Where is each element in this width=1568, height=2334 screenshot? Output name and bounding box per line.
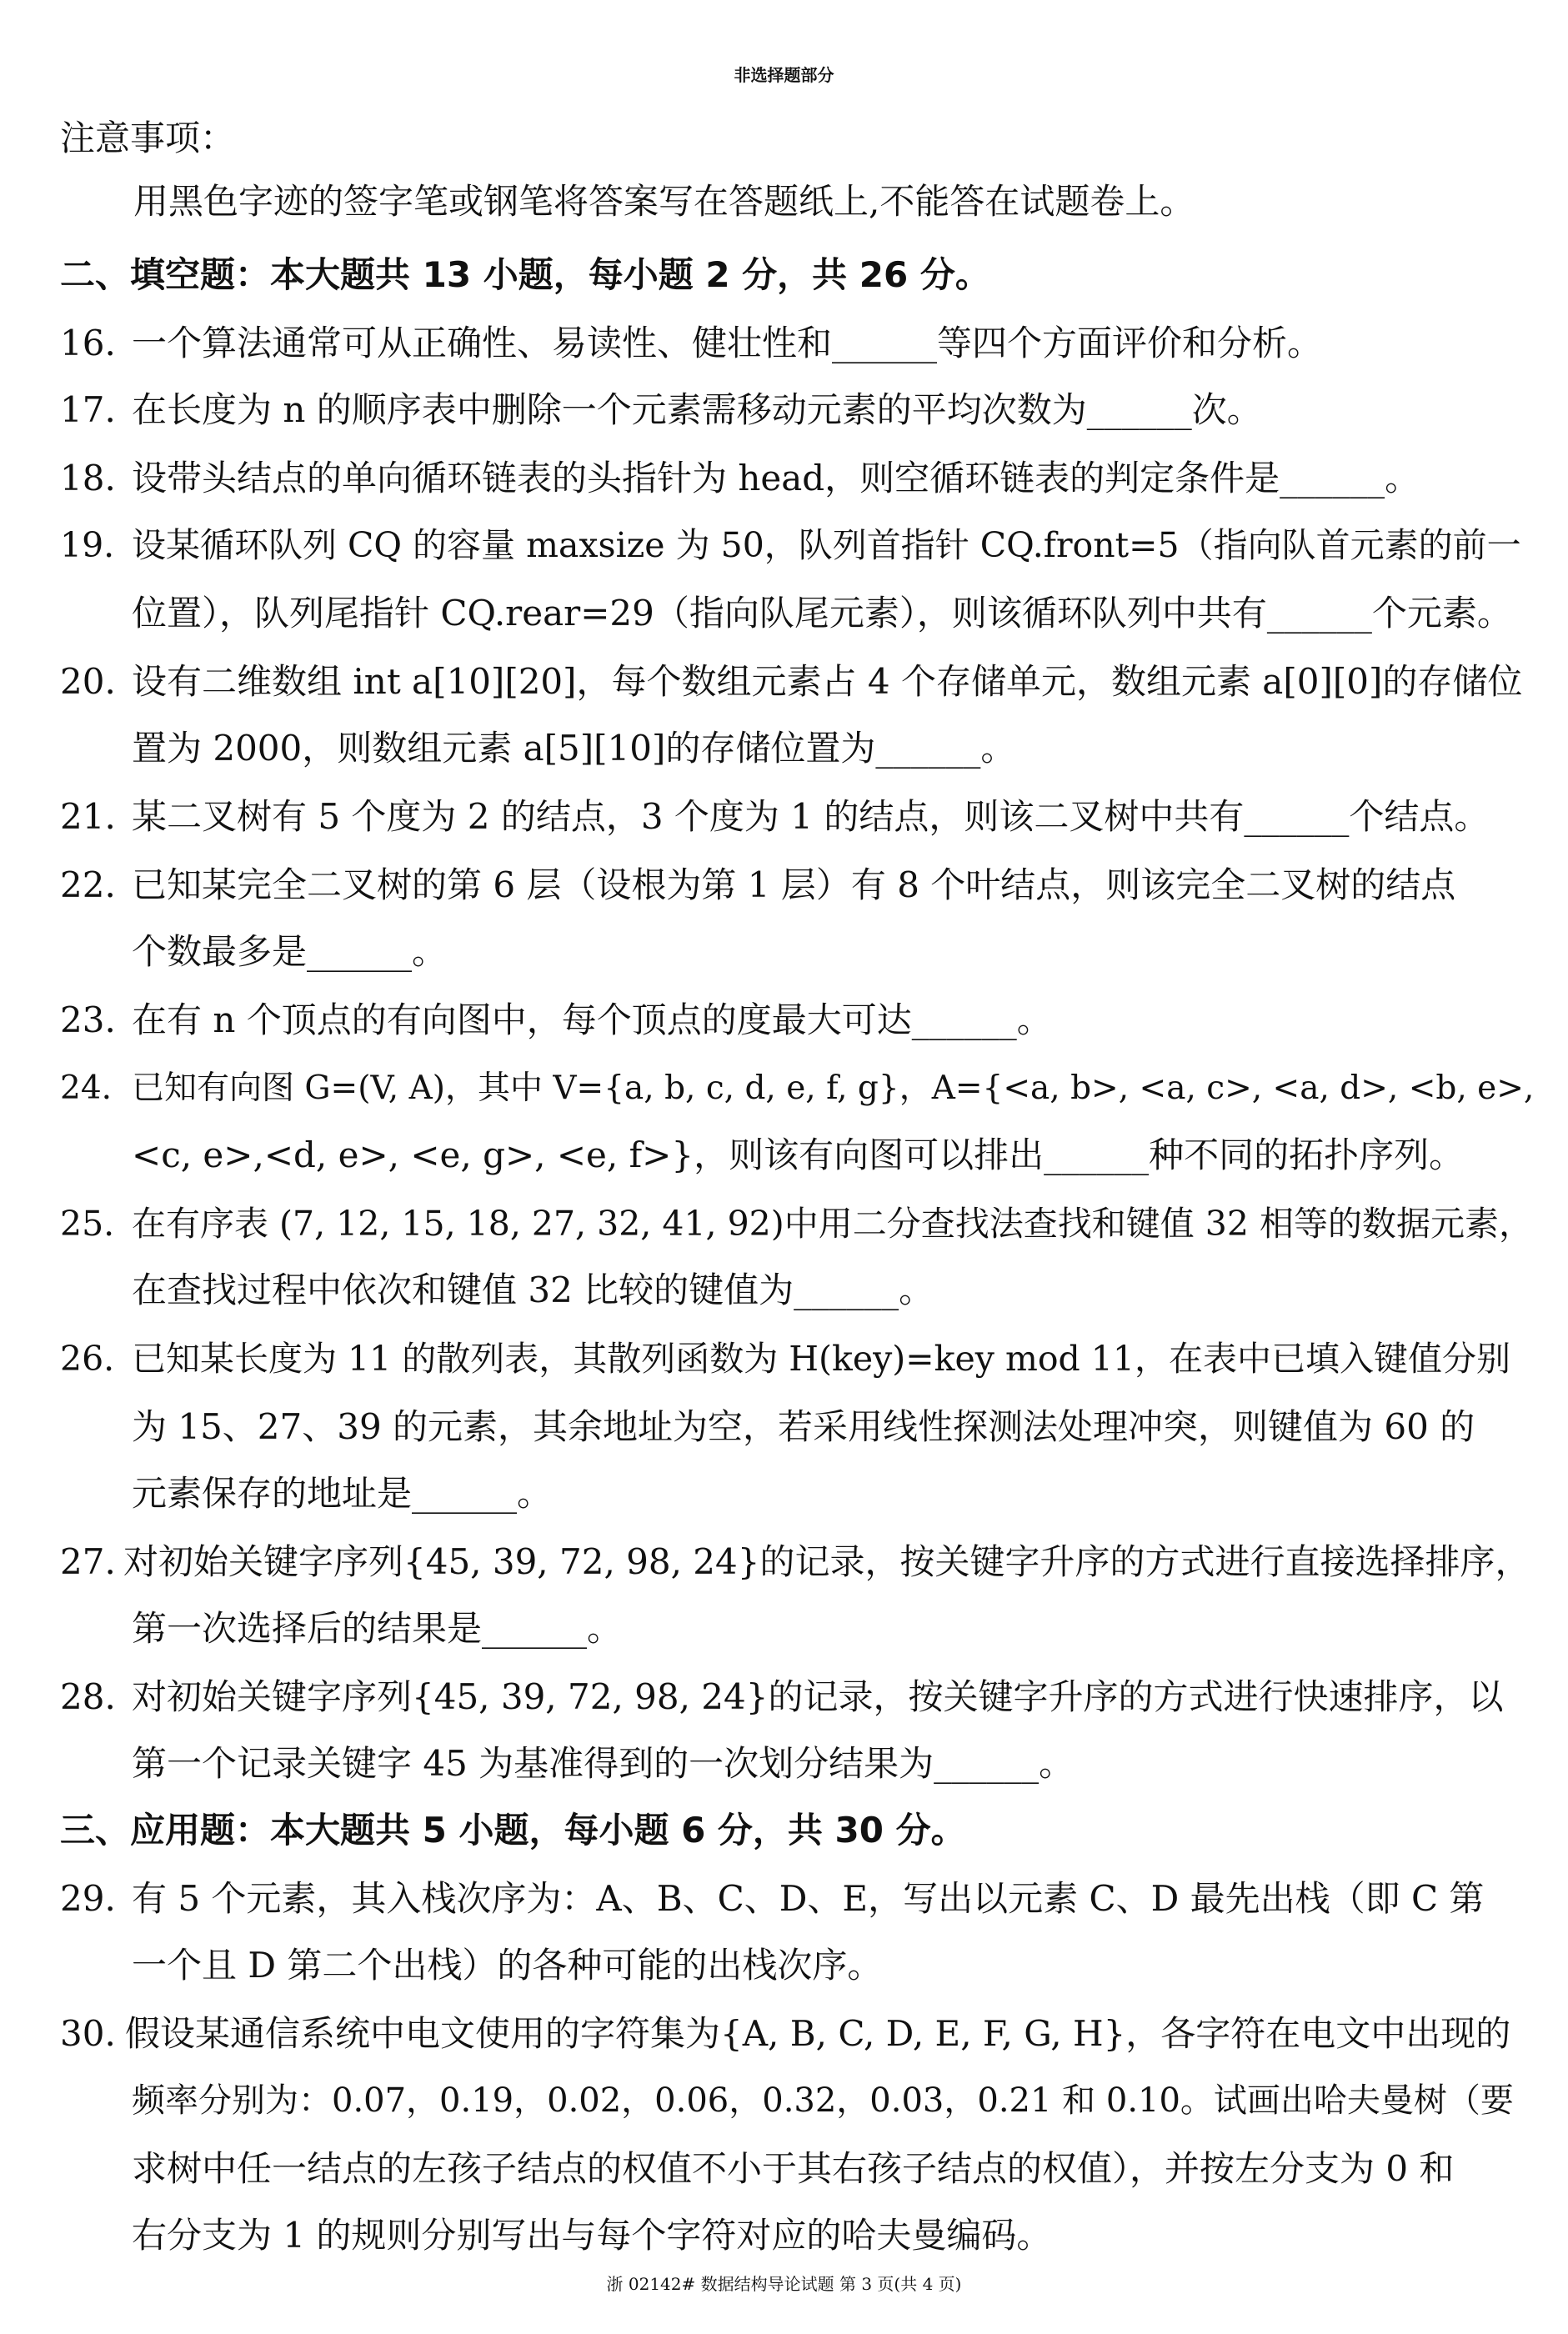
question-text-line: 第一次选择后的结果是______。 (132, 1608, 623, 1649)
question-text-line: 在有 n 个顶点的有向图中，每个顶点的度最大可达______。 (132, 999, 1052, 1040)
question-text-line: 在有序表 (7, 12, 15, 18, 27, 32, 41, 92)中用二分查找法查找和键值 32 相等的数据元素， (132, 1204, 1533, 1244)
question-text-line: <c, e>,<d, e>, <e, g>, <e, f>}，则该有向图可以排出______种不同的拓扑序列。 (132, 1134, 1465, 1175)
question-text-line: 对初始关键字序列{45, 39, 72, 98, 24}的记录，按关键字升序的方式进行直接选择排序， (123, 1541, 1530, 1582)
question-18 (60, 455, 1420, 502)
question-23 (60, 997, 1052, 1044)
page-footer: 浙 02142# 数据结构导论试题 第 3 页(共 4 页) (606, 2274, 962, 2294)
question-text-line: 已知有向图 G=(V, A)，其中 V={a, b, c, d, e, f, g}，A={<a, b>, <a, c>, <a, d>, <b, e>, (132, 1069, 1535, 1107)
question-20 (60, 659, 1522, 705)
question-19 (60, 522, 1521, 568)
question-number: 19. (60, 525, 115, 565)
section-2-heading: 二、填空题：本大题共 13 小题，每小题 2 分，共 26 分。 (60, 254, 990, 295)
question-text-line: 右分支为 1 的规则分别写出与每个字符对应的哈夫曼编码。 (132, 2215, 1052, 2256)
question-22 (60, 862, 1455, 909)
question-text-line: 一个且 D 第二个出栈）的各种可能的出栈次序。 (132, 1945, 883, 1986)
question-24 (60, 1065, 1534, 1112)
question-21 (60, 794, 1489, 840)
question-text-line: 已知某完全二叉树的第 6 层（设根为第 1 层）有 8 个叶结点，则该完全二叉树的结点 (132, 864, 1456, 905)
section-3-heading: 三、应用题：本大题共 5 小题，每小题 6 分，共 30 分。 (60, 1810, 966, 1851)
question-text-line: 设某循环队列 CQ 的容量 maxsize 为 50，队列首指针 CQ.front=5（指向队首元素的前一 (132, 525, 1521, 565)
question-16 (60, 320, 1322, 367)
notice-text: 用黑色字迹的签字笔或钢笔将答案写在答题纸上,不能答在试题卷上。 (133, 181, 1195, 222)
question-number: 18. (60, 458, 116, 498)
question-29 (60, 1876, 1484, 1922)
question-25 (60, 1200, 1533, 1247)
question-text-line: 位置），队列尾指针 CQ.rear=29（指向队尾元素），则该循环队列中共有______个元素。 (132, 593, 1512, 634)
question-text-line: 置为 2000，则数组元素 a[5][10]的存储位置为______。 (132, 728, 1016, 769)
question-text-line: 假设某通信系统中电文使用的字符集为{A, B, C, D, E, F, G, H}，各字符在电文中出现的 (125, 2013, 1511, 2054)
question-text-line: 元素保存的地址是______。 (132, 1473, 553, 1514)
question-26 (60, 1335, 1510, 1382)
question-text-line: 在长度为 n 的顺序表中删除一个元素需移动元素的平均次数为______次。 (132, 389, 1262, 430)
question-text-line: 个数最多是______。 (132, 931, 448, 972)
question-number: 25. (60, 1204, 115, 1244)
question-number: 20. (60, 661, 116, 702)
question-30 (60, 2011, 1510, 2057)
question-text-line: 对初始关键字序列{45, 39, 72, 98, 24}的记录，按关键字升序的方式进行快速排序，以 (132, 1676, 1504, 1717)
question-number: 27. (60, 1541, 116, 1582)
question-text-line: 第一个记录关键字 45 为基准得到的一次划分结果为______。 (132, 1743, 1075, 1784)
question-number: 22. (60, 864, 116, 905)
question-text-line: 设有二维数组 int a[10][20]，每个数组元素占 4 个存储单元，数组元素 a[0][0]的存储位 (132, 661, 1523, 702)
question-text-line: 某二叉树有 5 个度为 2 的结点，3 个度为 1 的结点，则该二叉树中共有______个结点。 (132, 796, 1490, 837)
question-number: 28. (60, 1676, 116, 1717)
question-text-line: 一个算法通常可从正确性、易读性、健壮性和______等四个方面评价和分析。 (132, 323, 1323, 363)
question-number: 24. (60, 1069, 113, 1107)
question-number: 16. (60, 323, 116, 363)
question-number: 23. (60, 999, 116, 1040)
question-27 (60, 1539, 1530, 1585)
question-text-line: 设带头结点的单向循环链表的头指针为 head，则空循环链表的判定条件是______。 (132, 458, 1420, 498)
page-title: 非选择题部分 (734, 65, 834, 85)
notice-heading: 注意事项： (60, 118, 236, 158)
question-17 (60, 387, 1262, 433)
question-number: 30. (60, 2013, 116, 2054)
question-text-line: 频率分别为：0.07，0.19，0.02，0.06，0.32，0.03，0.21 和 0.10。试画出哈夫曼树（要 (132, 2081, 1514, 2120)
question-28 (60, 1674, 1503, 1720)
question-number: 21. (60, 796, 116, 837)
question-text-line: 在查找过程中依次和键值 32 比较的键值为______。 (132, 1270, 934, 1310)
question-number: 29. (60, 1878, 116, 1919)
question-number: 17. (60, 389, 116, 430)
question-text-line: 已知某长度为 11 的散列表，其散列函数为 H(key)=key mod 11，在表中已填入键值分别 (132, 1339, 1510, 1379)
question-number: 26. (60, 1339, 115, 1379)
question-text-line: 有 5 个元素，其入栈次序为：A、B、C、D、E，写出以元素 C、D 最先出栈（即 C 第 (132, 1878, 1485, 1919)
question-text-line: 求树中任一结点的左孩子结点的权值不小于其右孩子结点的权值），并按左分支为 0 和 (132, 2148, 1455, 2189)
question-text-line: 为 15、27、39 的元素，其余地址为空，若采用线性探测法处理冲突，则键值为 60 的 (132, 1406, 1475, 1447)
